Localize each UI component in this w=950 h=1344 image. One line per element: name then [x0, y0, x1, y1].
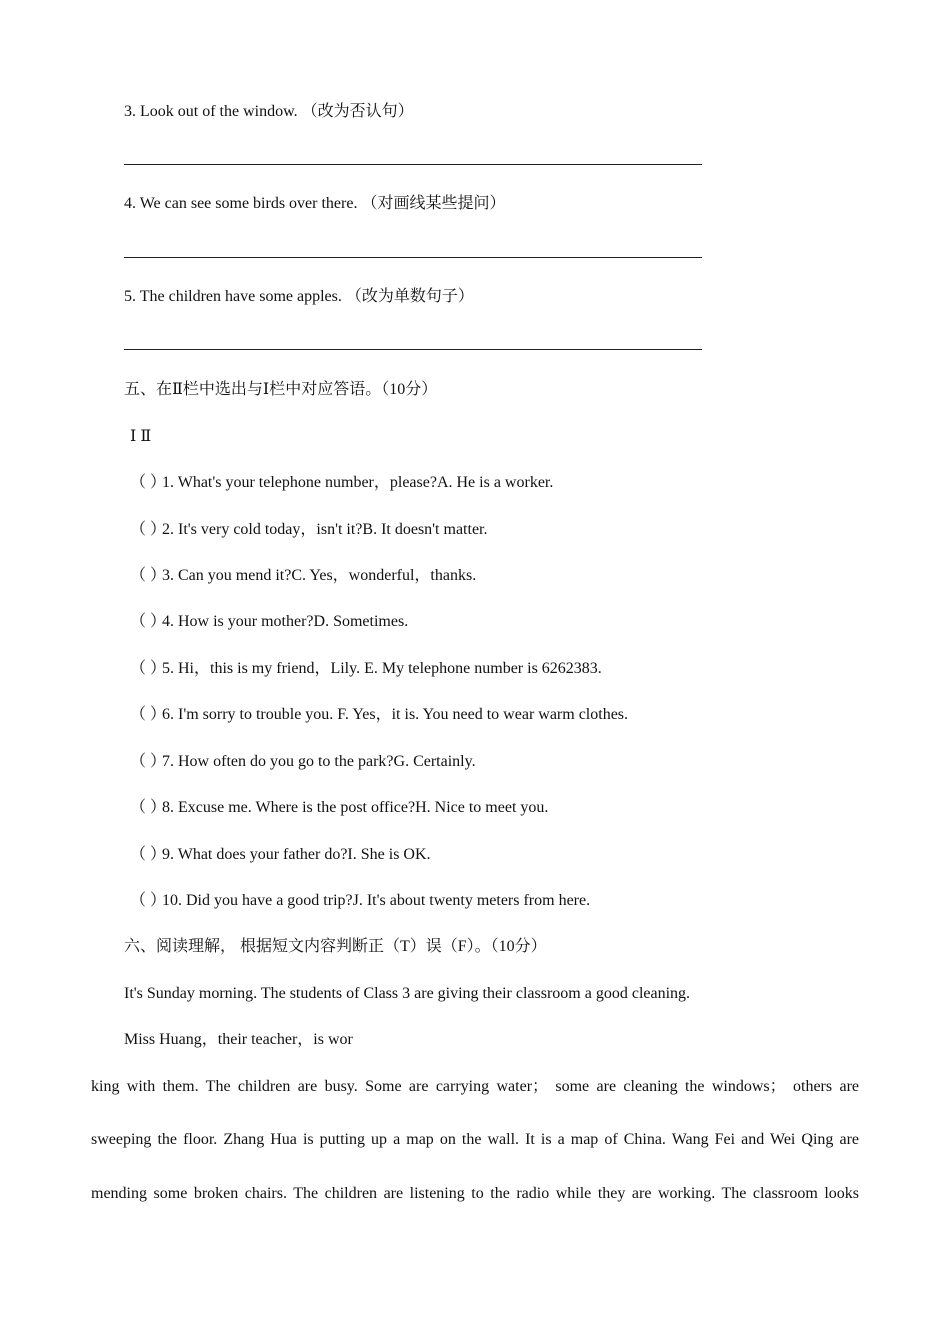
- answer-blank[interactable]: （ ）: [130, 521, 167, 538]
- exercise-3-sentence: 3. Look out of the window.: [124, 103, 298, 120]
- match-item-text: 2. It's very cold today，isn't it?B. It doesn't matter.: [162, 521, 488, 538]
- match-item-text: 4. How is your mother?D. Sometimes.: [162, 613, 409, 630]
- match-item-text: 3. Can you mend it?C. Yes，wonderful，thanks.: [162, 567, 477, 584]
- match-item-5[interactable]: [130, 658, 602, 680]
- reading-line-1: king with them. The children are busy. Some are carrying water； some are cleaning the windows； others are: [91, 1078, 859, 1095]
- section5-heading: 五、在Ⅱ栏中选出与Ⅰ栏中对应答语。（10分）: [124, 381, 438, 398]
- answer-line-5[interactable]: [124, 349, 702, 350]
- match-item-text: 5. Hi，this is my friend，Lily. E. My telephone number is 6262383.: [162, 660, 602, 677]
- answer-line-3[interactable]: [124, 164, 702, 165]
- match-item-10[interactable]: [130, 890, 590, 912]
- answer-blank[interactable]: （ ）: [130, 474, 167, 491]
- match-item-7[interactable]: [130, 751, 476, 773]
- section6-heading: 六、阅读理解， 根据短文内容判断正（T）误（F）。（10分）: [124, 938, 547, 955]
- answer-blank[interactable]: （ ）: [130, 846, 167, 863]
- exercise-4: [124, 193, 505, 215]
- exercise-5-instruction: （改为单数句子）: [345, 288, 474, 305]
- match-item-2[interactable]: [130, 519, 488, 541]
- reading-line-3: mending some broken chairs. The children are listening to the radio while they are working. The classroom looks: [91, 1185, 859, 1202]
- match-item-text: 6. I'm sorry to trouble you. F. Yes，it is. You need to wear warm clothes.: [162, 706, 629, 723]
- match-item-1[interactable]: [130, 472, 553, 494]
- match-item-3[interactable]: [130, 565, 476, 587]
- match-item-text: 8. Excuse me. Where is the post office?H. Nice to meet you.: [162, 799, 549, 816]
- answer-blank[interactable]: （ ）: [130, 799, 167, 816]
- match-item-text: 7. How often do you go to the park?G. Certainly.: [162, 753, 476, 770]
- answer-blank[interactable]: （ ）: [130, 892, 167, 909]
- match-item-4[interactable]: [130, 611, 408, 633]
- match-item-9[interactable]: [130, 844, 431, 866]
- reading-paragraph-1: It's Sunday morning. The students of Class 3 are giving their classroom a good cleaning.: [124, 985, 691, 1002]
- answer-blank[interactable]: （ ）: [130, 706, 167, 723]
- match-item-text: 1. What's your telephone number，please?A. He is a worker.: [162, 474, 554, 491]
- answer-blank[interactable]: （ ）: [130, 567, 167, 584]
- exercise-4-sentence: 4. We can see some birds over there.: [124, 195, 358, 212]
- exercise-5: [124, 286, 474, 308]
- exercise-3: [124, 101, 414, 123]
- column-labels: Ⅰ Ⅱ: [130, 428, 152, 445]
- match-item-8[interactable]: [130, 797, 548, 819]
- answer-line-4[interactable]: [124, 257, 702, 258]
- exercise-3-instruction: （改为否认句）: [301, 103, 414, 120]
- reading-paragraph-2: Miss Huang，their teacher，is wor: [124, 1031, 353, 1048]
- match-item-text: 9. What does your father do?I. She is OK.: [162, 846, 431, 863]
- answer-blank[interactable]: （ ）: [130, 753, 167, 770]
- reading-line-2: sweeping the floor. Zhang Hua is putting up a map on the wall. It is a map of China. Wang Fei and Wei Qing are: [91, 1131, 859, 1148]
- answer-blank[interactable]: （ ）: [130, 613, 167, 630]
- exercise-5-sentence: 5. The children have some apples.: [124, 288, 342, 305]
- answer-blank[interactable]: （ ）: [130, 660, 167, 677]
- exercise-4-instruction: （对画线某些提问）: [361, 195, 506, 212]
- match-item-6[interactable]: [130, 704, 628, 726]
- match-item-text: 10. Did you have a good trip?J. It's about twenty meters from here.: [162, 892, 591, 909]
